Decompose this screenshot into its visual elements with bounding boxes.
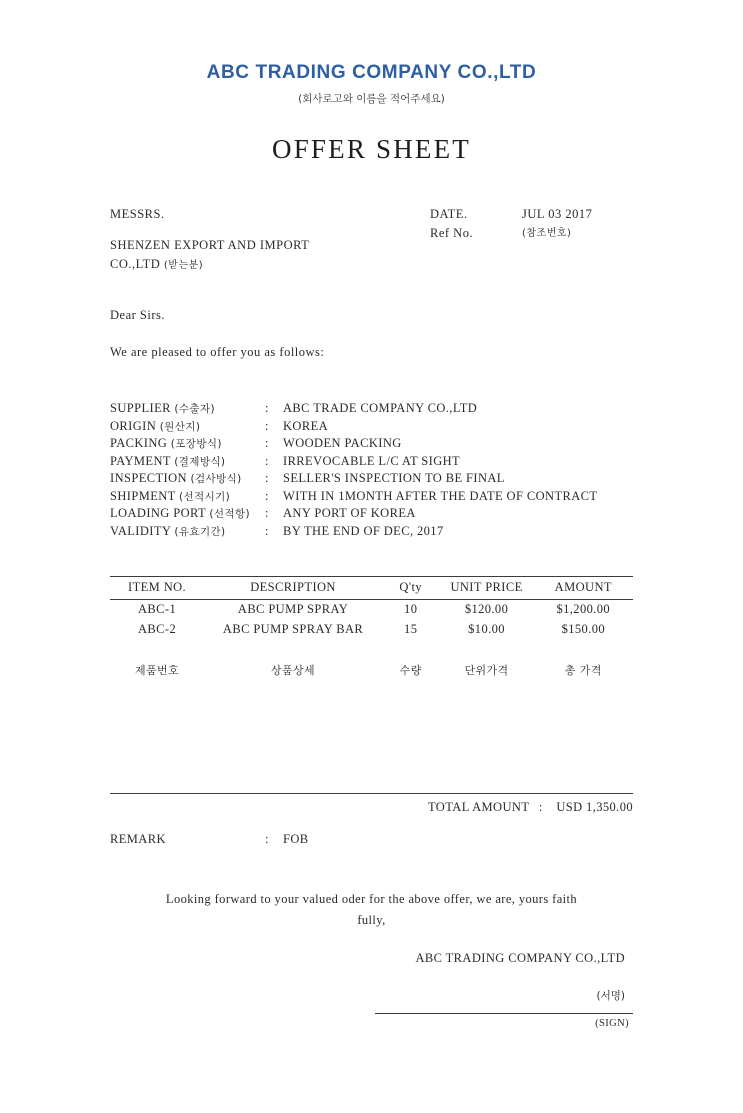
term-label-en: PAYMENT — [110, 453, 171, 468]
term-row — [110, 435, 633, 453]
date-row — [430, 205, 633, 224]
term-row — [110, 418, 633, 436]
signature-label: (SIGN) — [595, 1018, 629, 1029]
term-value: IRREVOCABLE L/C AT SIGHT — [283, 453, 461, 468]
remark-colon: : — [265, 832, 269, 846]
term-row — [110, 470, 633, 488]
salutation: Dear Sirs. — [110, 308, 165, 322]
intro-sentence: We are pleased to offer you as follows: — [110, 345, 325, 359]
term-colon: : — [265, 506, 269, 520]
buyer-block — [110, 205, 430, 275]
kr-label-amount: 총 가격 — [564, 664, 602, 677]
remark-label: REMARK — [110, 832, 166, 846]
table-header-row — [110, 577, 633, 600]
term-label-en: ORIGIN — [110, 418, 157, 433]
cell-qty: 10 — [404, 602, 418, 616]
remark-row — [110, 832, 633, 847]
cell-unit-price: $120.00 — [464, 602, 509, 616]
term-row — [110, 505, 633, 523]
buyer-name-line2: CO.,LTD — [110, 257, 161, 271]
term-label — [110, 523, 265, 541]
total-amount-row — [110, 800, 633, 815]
term-value: BY THE END OF DEC, 2017 — [283, 523, 444, 538]
cell-amount: $1,200.00 — [556, 602, 611, 616]
term-label-en: INSPECTION — [110, 471, 187, 485]
term-colon: : — [265, 488, 269, 503]
ref-row — [430, 224, 633, 243]
kr-label-description: 상품상세 — [270, 664, 316, 677]
messrs-label: MESSRS. — [110, 207, 165, 221]
term-label-kr: (결제방식) — [174, 455, 226, 468]
cell-description: ABC PUMP SPRAY BAR — [222, 622, 364, 636]
signature-note-kr: (서명) — [596, 990, 625, 1002]
term-label — [110, 435, 265, 453]
term-row — [110, 400, 633, 418]
closing-block — [110, 889, 633, 931]
term-label — [110, 453, 265, 471]
term-label — [110, 418, 265, 436]
term-label-kr: (선적시기) — [179, 490, 231, 503]
term-label — [110, 400, 265, 418]
term-colon: : — [265, 401, 269, 415]
term-label-en: SUPPLIER — [110, 401, 171, 415]
term-value: KOREA — [283, 418, 329, 433]
buyer-note: (받는분) — [163, 260, 204, 271]
buyer-name-line1: SHENZEN EXPORT AND IMPORT — [110, 238, 310, 252]
remark-value: FOB — [283, 832, 309, 846]
total-amount-label: TOTAL AMOUNT — [428, 800, 530, 814]
document-title: OFFER SHEET — [272, 134, 471, 164]
term-value: WOODEN PACKING — [283, 436, 402, 450]
term-label-en: PACKING — [110, 436, 168, 450]
closing-line-1: Looking forward to your valued oder for the above offer, we are, yours faith — [165, 892, 578, 906]
term-label-en: SHIPMENT — [110, 488, 176, 503]
buyer-name-line2-wrap — [110, 255, 430, 275]
ref-value: (참조번호) — [522, 228, 572, 239]
parties-block — [110, 205, 633, 275]
term-value: ANY PORT OF KOREA — [283, 506, 416, 520]
cell-item-no: ABC-1 — [138, 602, 177, 616]
term-colon: : — [265, 471, 269, 485]
kr-label-unit-price: 단위가격 — [464, 664, 509, 677]
term-label — [110, 470, 265, 488]
table-row — [110, 600, 633, 621]
signature-company: ABC TRADING COMPANY CO.,LTD — [415, 951, 625, 965]
term-label-kr: (수출자) — [174, 403, 216, 415]
total-amount-value: USD 1,350.00 — [556, 800, 633, 814]
col-header-amount: AMOUNT — [534, 577, 633, 600]
term-row — [110, 488, 633, 506]
cell-item-no: ABC-2 — [138, 622, 177, 636]
terms-list — [110, 400, 633, 540]
kr-label-qty: 수량 — [399, 664, 422, 677]
term-colon: : — [265, 523, 269, 538]
kr-label-item-no: 제품번호 — [135, 664, 180, 677]
term-label-kr: (검사방식) — [190, 473, 242, 485]
term-value: SELLER'S INSPECTION TO BE FINAL — [283, 471, 505, 485]
cell-description: ABC PUMP SPRAY — [237, 602, 349, 616]
term-label-kr: (선적항) — [209, 508, 250, 520]
cell-unit-price: $10.00 — [468, 622, 505, 636]
term-label — [110, 505, 265, 523]
term-value: WITH IN 1MONTH AFTER THE DATE OF CONTRACT — [283, 488, 598, 503]
term-label-kr: (원산지) — [159, 420, 201, 433]
term-value: ABC TRADE COMPANY CO.,LTD — [283, 401, 478, 415]
term-label-kr: (포장방식) — [170, 438, 222, 450]
term-row — [110, 523, 633, 541]
date-ref-block — [430, 205, 633, 275]
col-header-unit-price: UNIT PRICE — [439, 577, 533, 600]
term-colon: : — [265, 453, 269, 468]
term-label-kr: (유효기간) — [174, 525, 226, 538]
term-label-en: LOADING PORT — [110, 506, 206, 520]
table-kr-label-row — [110, 640, 633, 681]
term-label-en: VALIDITY — [110, 523, 171, 538]
total-amount-colon: : — [538, 800, 543, 814]
closing-line-2: fully, — [357, 913, 386, 927]
totals-block — [110, 793, 633, 847]
items-table — [110, 576, 633, 681]
signature-line — [375, 1013, 633, 1014]
company-logo-note: (회사로고와 이름을 적어주세요) — [298, 93, 445, 105]
col-header-description: DESCRIPTION — [204, 577, 382, 600]
col-header-qty: Q'ty — [382, 577, 440, 600]
date-label: DATE. — [430, 207, 468, 221]
ref-label: Ref No. — [430, 226, 474, 240]
table-row — [110, 620, 633, 640]
term-colon: : — [265, 436, 269, 450]
offer-sheet-document — [0, 62, 743, 1113]
date-value: JUL 03 2017 — [522, 207, 593, 221]
term-row — [110, 453, 633, 471]
cell-amount: $150.00 — [561, 622, 606, 636]
company-title: ABC TRADING COMPANY CO.,LTD — [206, 62, 537, 83]
cell-qty: 15 — [404, 622, 418, 636]
term-colon: : — [265, 418, 269, 433]
term-label — [110, 488, 265, 506]
col-header-item-no: ITEM NO. — [110, 577, 204, 600]
